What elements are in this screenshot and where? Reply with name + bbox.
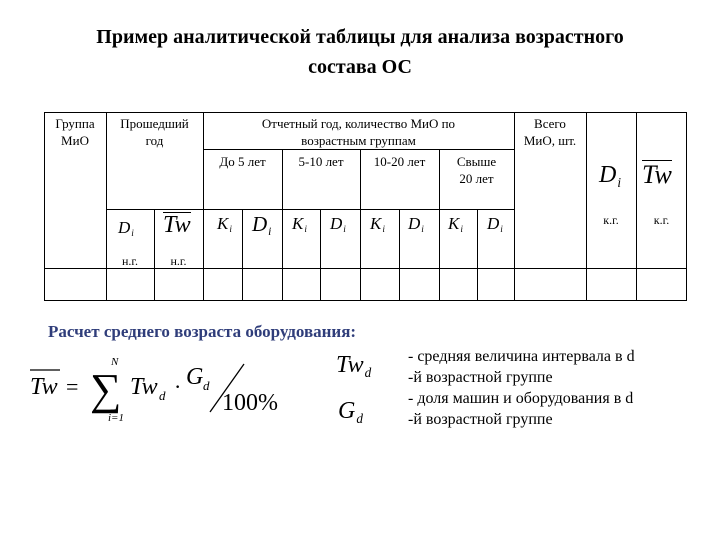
formula-percent: 100% xyxy=(222,390,278,416)
formula-lhs: Tw xyxy=(30,374,58,400)
symbol-d-3: $D_i$ xyxy=(487,214,503,236)
age-group-0: До 5 лет xyxy=(219,154,266,169)
symbol-k-0: $K_i$ xyxy=(217,214,232,236)
formula-g: G xyxy=(186,364,204,390)
header-report-year: Отчетный год, количество МиО по возрастным группам xyxy=(261,116,456,148)
formula-term-sub: d xyxy=(159,388,166,403)
calc-title: Расчет среднего возраста оборудования: xyxy=(48,322,357,341)
average-age-formula xyxy=(26,352,326,432)
formula-term: Tw xyxy=(130,374,158,400)
symbol-tw-end: Tw xyxy=(642,160,672,189)
sum-symbol: ∑ xyxy=(90,365,122,414)
title-line-2: состава ОС xyxy=(308,56,412,78)
formula-graphic xyxy=(26,352,326,432)
symbol-d-2: $D_i$ xyxy=(408,214,424,236)
legend-line-1: - средняя величина интервала в d xyxy=(408,348,635,365)
header-total: Всего МиО, шт. xyxy=(523,116,577,148)
symbol-tw-prev: Tw xyxy=(163,212,191,238)
legend-line-3: - доля машин и оборудования в d xyxy=(408,390,634,407)
symbol-d-prev: $D_i$ xyxy=(118,218,134,240)
symbol-d-end: $D_i$ xyxy=(599,162,622,190)
age-group-2: 10-20 лет xyxy=(373,154,426,169)
symbol-k-3: $K_i$ xyxy=(448,214,463,236)
label-start-year-2: н.г. xyxy=(170,254,187,268)
age-group-3: Свыше 20 лет xyxy=(456,154,497,186)
symbol-d-1: $D_i$ xyxy=(330,214,346,236)
symbol-d-0: $D_i$ xyxy=(252,212,272,239)
legend-tw-symbol: $Tw_d$ xyxy=(336,352,372,381)
legend-line-4: -й возрастной группе xyxy=(408,411,553,428)
formula-sum-bottom: i=1 xyxy=(108,412,124,424)
page-title xyxy=(0,22,720,82)
label-start-year-1: н.г. xyxy=(122,254,138,268)
label-end-year-2: к.г. xyxy=(653,213,670,227)
title-line-1: Пример аналитической таблицы для анализа возрастного xyxy=(96,26,624,48)
header-group: Группа МиО xyxy=(55,116,95,148)
legend-line-2: -й возрастной группе xyxy=(408,369,553,386)
formula-sum-top: N xyxy=(111,356,119,368)
formula-dot: · xyxy=(174,374,182,399)
age-group-1: 5-10 лет xyxy=(298,154,344,169)
symbol-k-1: $K_i$ xyxy=(292,214,307,236)
formula-equals: = xyxy=(66,374,79,399)
header-elapsed-year: Прошедший год xyxy=(120,116,189,148)
legend-g-symbol: $G_d$ xyxy=(338,398,363,427)
formula-g-sub: d xyxy=(203,378,210,393)
label-end-year-1: к.г. xyxy=(603,213,619,227)
legend-notes xyxy=(408,346,635,430)
symbol-k-2: $K_i$ xyxy=(370,214,385,236)
